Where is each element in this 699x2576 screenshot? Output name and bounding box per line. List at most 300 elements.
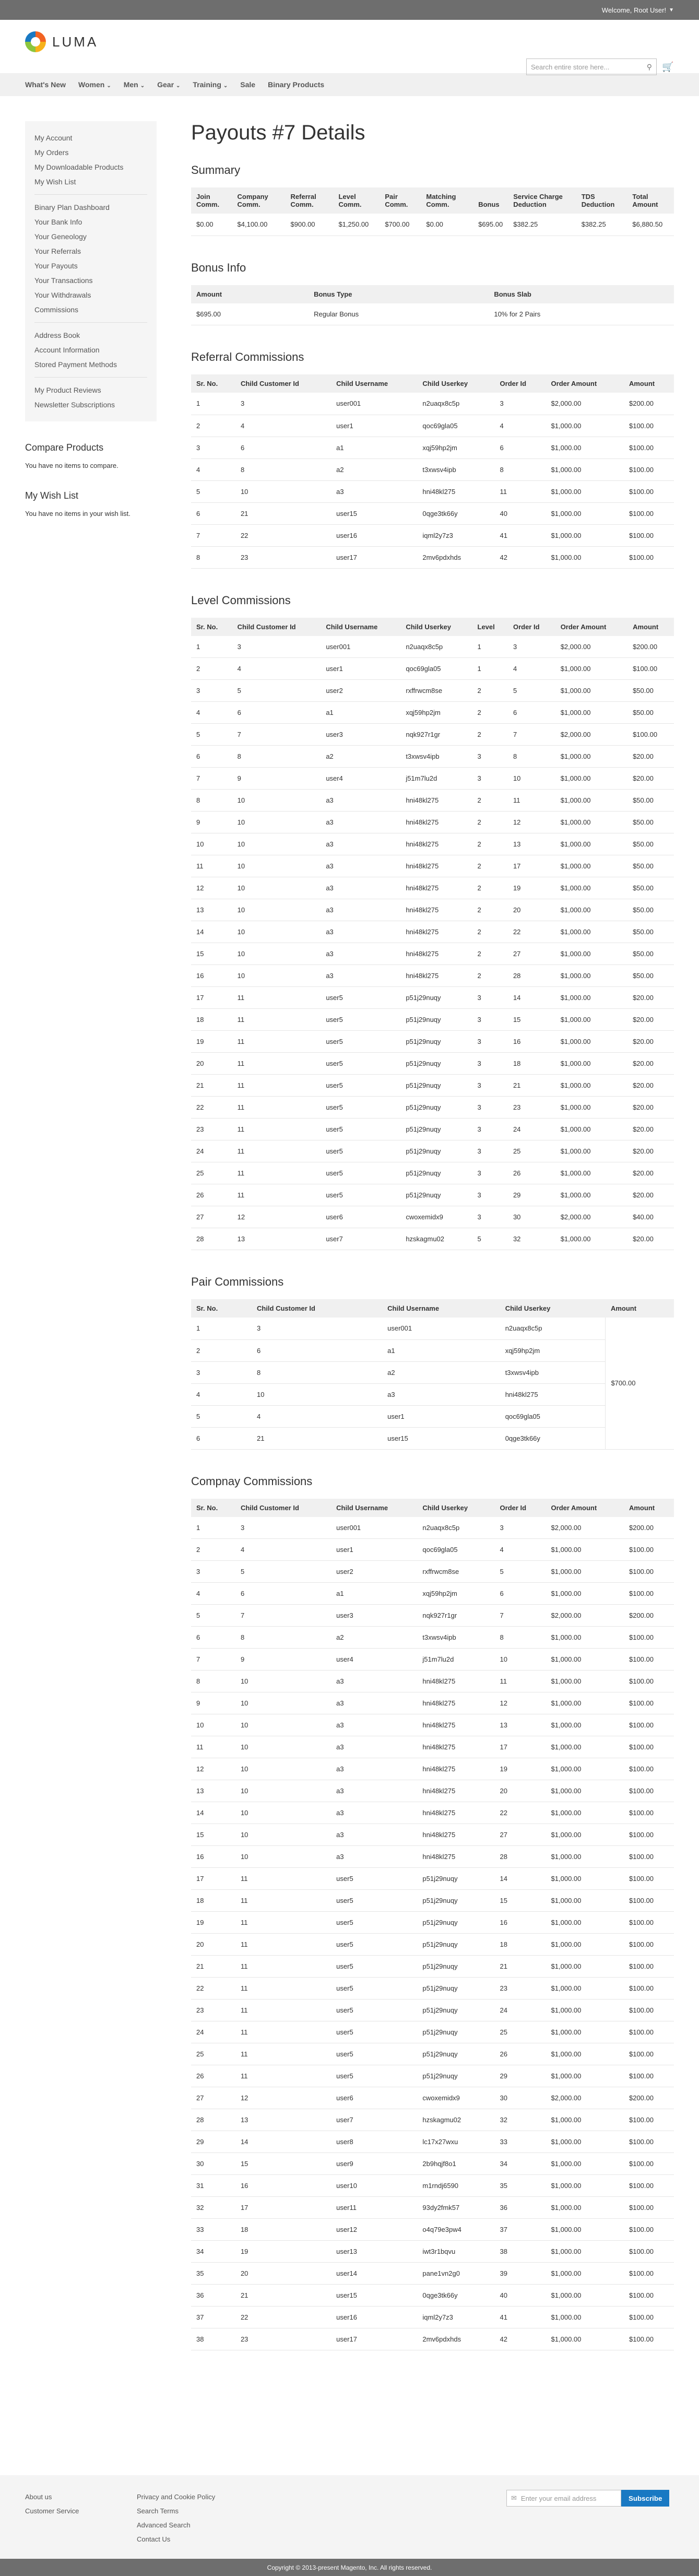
table-cell: 6 <box>495 437 546 458</box>
table-cell: p51j29nuqy <box>400 1119 472 1140</box>
table-row <box>191 415 674 437</box>
table-cell: hni48kl275 <box>400 899 472 921</box>
table-cell: iwt3r1bqvu <box>417 2241 494 2263</box>
table-cell: Regular Bonus <box>309 303 489 325</box>
nav-separator <box>34 377 147 378</box>
table-cell: 41 <box>495 2307 546 2328</box>
table-cell: 7 <box>232 724 321 746</box>
account-nav-item[interactable]: Stored Payment Methods <box>34 360 117 369</box>
table-cell: 11 <box>232 987 321 1009</box>
column-header: Child Customer Id <box>252 1299 382 1318</box>
table-cell: 24 <box>495 1999 546 2021</box>
table-row <box>191 2197 674 2219</box>
table-cell: hni48kl275 <box>417 1780 494 1802</box>
account-nav-item[interactable]: Newsletter Subscriptions <box>34 401 115 409</box>
footer-link[interactable]: Advanced Search <box>137 2521 191 2529</box>
table-cell: 32 <box>495 2109 546 2131</box>
table-cell: 23 <box>495 1978 546 1999</box>
bonus-section <box>191 261 674 326</box>
table-cell: 1 <box>472 658 508 680</box>
table-cell: j51m7lu2d <box>400 768 472 790</box>
table-cell: $20.00 <box>627 1009 674 1031</box>
table-cell: iqml2y7z3 <box>417 2307 494 2328</box>
table-row <box>191 943 674 965</box>
table-cell: p51j29nuqy <box>400 1184 472 1206</box>
table-cell: 10 <box>232 965 321 987</box>
table-cell: a1 <box>321 702 400 724</box>
table-cell: 13 <box>232 1228 321 1250</box>
table-cell: 13 <box>191 899 232 921</box>
table-cell: $1,000.00 <box>546 2175 624 2197</box>
table-row <box>191 921 674 943</box>
column-header: Bonus Type <box>309 285 489 303</box>
table-cell: 9 <box>191 811 232 833</box>
table-cell: $100.00 <box>624 1780 674 1802</box>
table-cell: user5 <box>321 1140 400 1162</box>
table-cell: 35 <box>495 2175 546 2197</box>
column-header: Child Username <box>382 1299 500 1318</box>
table-cell: $100.00 <box>624 1561 674 1583</box>
nav-item[interactable] <box>240 80 255 89</box>
footer-link[interactable]: Privacy and Cookie Policy <box>137 2493 216 2501</box>
table-cell: user12 <box>331 2219 417 2241</box>
table-cell: user5 <box>321 1184 400 1206</box>
table-cell: a3 <box>321 790 400 811</box>
table-cell: hni48kl275 <box>500 1383 606 1405</box>
account-nav-item[interactable]: Your Bank Info <box>34 218 82 226</box>
table-cell: 3 <box>191 1361 252 1383</box>
table-cell: 13 <box>191 1780 235 1802</box>
footer-col-2 <box>137 2490 215 2546</box>
welcome-text[interactable]: Welcome, Root User! <box>601 6 667 14</box>
table-cell: user5 <box>321 1031 400 1053</box>
table-cell: a2 <box>382 1361 500 1383</box>
account-nav-item[interactable]: My Product Reviews <box>34 386 101 394</box>
table-cell: $100.00 <box>624 2241 674 2263</box>
table-row <box>191 1649 674 1671</box>
nav-item[interactable] <box>124 80 145 89</box>
table-cell: $100.00 <box>624 2219 674 2241</box>
account-nav-item[interactable]: My Downloadable Products <box>34 163 124 171</box>
nav-item-label: Binary Products <box>268 80 325 89</box>
table-cell: $20.00 <box>627 768 674 790</box>
column-header: Child Userkey <box>417 374 494 393</box>
table-cell: 23 <box>191 1999 235 2021</box>
table-cell: 32 <box>508 1228 555 1250</box>
table-cell: 15 <box>508 1009 555 1031</box>
table-cell: 20 <box>508 899 555 921</box>
table-cell: 5 <box>508 680 555 702</box>
table-cell: t3xwsv4ipb <box>400 746 472 768</box>
account-nav-item[interactable]: Account Information <box>34 346 100 354</box>
table-cell: 27 <box>508 943 555 965</box>
table-cell: 12 <box>191 877 232 899</box>
table-cell: 8 <box>252 1361 382 1383</box>
table-cell: rxffrwcm8se <box>400 680 472 702</box>
account-nav-item[interactable]: My Orders <box>34 148 69 157</box>
table-cell: 5 <box>235 1561 331 1583</box>
newsletter-email-field[interactable] <box>506 2490 621 2507</box>
nav-item[interactable] <box>268 80 324 89</box>
table-cell: nqk927r1gr <box>400 724 472 746</box>
table-cell: 16 <box>495 1912 546 1934</box>
company-title: Compnay Commissions <box>191 1474 313 1488</box>
table-cell: $900.00 <box>286 214 334 236</box>
account-nav-item[interactable]: My Wish List <box>34 178 76 186</box>
column-header: Matching Comm. <box>421 187 473 214</box>
table-cell: p51j29nuqy <box>417 2043 494 2065</box>
table-cell: 10 <box>235 1758 331 1780</box>
table-cell: 11 <box>191 1736 235 1758</box>
table-cell: $2,000.00 <box>555 1206 627 1228</box>
table-cell: 21 <box>235 502 331 524</box>
footer-link[interactable]: Customer Service <box>25 2507 79 2515</box>
table-cell: $20.00 <box>627 1053 674 1075</box>
table-row <box>191 768 674 790</box>
table-cell: $1,000.00 <box>546 1714 624 1736</box>
table-cell: $2,000.00 <box>555 724 627 746</box>
table-cell: p51j29nuqy <box>400 1097 472 1119</box>
table-cell: 36 <box>495 2197 546 2219</box>
chevron-down-icon[interactable]: ▼ <box>669 7 674 13</box>
table-cell: 6 <box>252 1339 382 1361</box>
logo[interactable] <box>25 31 98 52</box>
table-cell: p51j29nuqy <box>417 1956 494 1978</box>
table-cell: $100.00 <box>624 1956 674 1978</box>
table-cell: $1,000.00 <box>546 1802 624 1824</box>
table-cell: 3 <box>472 1206 508 1228</box>
table-row <box>191 1824 674 1846</box>
table-cell: 11 <box>232 1053 321 1075</box>
column-header: Order Amount <box>555 618 627 636</box>
table-row <box>191 1692 674 1714</box>
table-cell: 11 <box>235 1912 331 1934</box>
table-cell: 32 <box>191 2197 235 2219</box>
table-cell: $1,000.00 <box>555 768 627 790</box>
table-cell: $2,000.00 <box>555 636 627 658</box>
table-cell: $4,100.00 <box>232 214 286 236</box>
footer-link[interactable]: About us <box>25 2493 52 2501</box>
table-cell: $1,000.00 <box>555 1053 627 1075</box>
table-cell: 4 <box>235 415 331 437</box>
account-nav-item[interactable]: Your Transactions <box>34 276 93 285</box>
table-row <box>191 1318 674 1339</box>
table-cell: user5 <box>321 987 400 1009</box>
table-cell: a3 <box>331 1780 417 1802</box>
table-cell: xqj59hp2jm <box>417 437 494 458</box>
column-header: Pair Comm. <box>380 187 421 214</box>
table-cell: 9 <box>232 768 321 790</box>
table-cell: $1,000.00 <box>546 1824 624 1846</box>
table-cell: user17 <box>331 546 417 568</box>
cart-icon[interactable]: 🛒 <box>662 62 674 72</box>
account-nav-item[interactable]: Your Payouts <box>34 262 78 270</box>
table-cell: 20 <box>191 1934 235 1956</box>
table-cell: 16 <box>191 965 232 987</box>
table-cell: $382.25 <box>576 214 627 236</box>
table-cell: 28 <box>495 1846 546 1868</box>
table-cell: 10 <box>232 833 321 855</box>
table-header-row <box>191 374 674 393</box>
table-row <box>191 1031 674 1053</box>
table-cell: 24 <box>191 1140 232 1162</box>
nav-item[interactable] <box>78 80 111 89</box>
table-cell: p51j29nuqy <box>417 2065 494 2087</box>
table-cell: 17 <box>191 1868 235 1890</box>
table-cell: $695.00 <box>473 214 508 236</box>
account-nav-item[interactable]: Binary Plan Dashboard <box>34 203 110 211</box>
table-cell: 14 <box>495 1868 546 1890</box>
table-cell: t3xwsv4ipb <box>417 1627 494 1649</box>
sidebar <box>25 121 171 2375</box>
table-cell: 3 <box>508 636 555 658</box>
column-header: Referral Comm. <box>286 187 334 214</box>
table-cell: $382.25 <box>508 214 576 236</box>
table-cell: $1,000.00 <box>546 1539 624 1561</box>
table-cell: 30 <box>495 2087 546 2109</box>
table-cell: $1,000.00 <box>555 746 627 768</box>
table-cell: 21 <box>495 1956 546 1978</box>
table-cell: a1 <box>382 1339 500 1361</box>
table-cell: $1,000.00 <box>546 546 624 568</box>
table-cell: user5 <box>331 1978 417 1999</box>
table-cell: 3 <box>235 393 331 415</box>
table-cell: 3 <box>472 1031 508 1053</box>
table-row <box>191 855 674 877</box>
table-row <box>191 2109 674 2131</box>
table-cell: 22 <box>508 921 555 943</box>
table-cell: $1,000.00 <box>546 2328 624 2350</box>
nav-item[interactable] <box>157 80 180 89</box>
table-row <box>191 1605 674 1627</box>
nav-item[interactable] <box>193 80 228 89</box>
table-cell: $1,000.00 <box>546 1912 624 1934</box>
table-cell: 3 <box>252 1318 382 1339</box>
table-cell: $1,000.00 <box>555 790 627 811</box>
table-cell: user5 <box>331 2021 417 2043</box>
table-cell: $1,000.00 <box>546 502 624 524</box>
table-cell: user5 <box>321 1075 400 1097</box>
nav-item-label: What's New <box>25 80 66 89</box>
table-cell: $100.00 <box>624 502 674 524</box>
account-nav-item[interactable]: Your Withdrawals <box>34 291 91 299</box>
table-cell: 8 <box>495 1627 546 1649</box>
table-cell: 38 <box>191 2328 235 2350</box>
compare-block <box>25 442 171 469</box>
table-cell: $50.00 <box>627 790 674 811</box>
table-cell: $200.00 <box>624 393 674 415</box>
table-cell: 11 <box>191 855 232 877</box>
table-cell: 3 <box>472 1053 508 1075</box>
table-cell: 10 <box>232 855 321 877</box>
account-nav <box>25 121 157 421</box>
search-icon[interactable]: ⚲ <box>646 62 652 71</box>
table-cell: $1,000.00 <box>546 2241 624 2263</box>
table-cell: 11 <box>235 1890 331 1912</box>
footer-link[interactable]: Contact Us <box>137 2535 171 2543</box>
account-nav-item[interactable]: Commissions <box>34 305 79 314</box>
table-cell: 16 <box>508 1031 555 1053</box>
table-cell: hni48kl275 <box>417 1736 494 1758</box>
account-nav-item[interactable]: My Account <box>34 134 73 142</box>
table-cell: $6,880.50 <box>627 214 674 236</box>
table-cell: $100.00 <box>624 1671 674 1692</box>
table-cell: 11 <box>232 1075 321 1097</box>
column-header: Order Id <box>495 374 546 393</box>
search-input[interactable] <box>526 58 657 75</box>
table-cell: $50.00 <box>627 921 674 943</box>
referral-title: Referral Commissions <box>191 350 304 363</box>
column-header: Child Customer Id <box>235 374 331 393</box>
chevron-down-icon: ⌄ <box>140 83 145 89</box>
pair-section <box>191 1275 674 1450</box>
table-cell: $100.00 <box>624 2263 674 2285</box>
table-cell: 2mv6pdxhds <box>417 546 494 568</box>
table-header-row <box>191 1299 674 1318</box>
footer-link[interactable]: Search Terms <box>137 2507 179 2515</box>
pair-amount-cell: $700.00 <box>606 1318 674 1449</box>
chevron-down-icon: ⌄ <box>106 83 111 89</box>
table-cell: 10 <box>232 811 321 833</box>
table-cell: hni48kl275 <box>417 480 494 502</box>
account-nav-item[interactable]: Your Referrals <box>34 247 81 255</box>
table-cell: 5 <box>495 1561 546 1583</box>
table-cell: $1,000.00 <box>546 2263 624 2285</box>
table-cell: 5 <box>232 680 321 702</box>
table-cell: p51j29nuqy <box>417 1978 494 1999</box>
account-nav-item[interactable]: Address Book <box>34 331 80 339</box>
table-cell: $50.00 <box>627 855 674 877</box>
table-cell: 42 <box>495 2328 546 2350</box>
table-cell: 24 <box>191 2021 235 2043</box>
table-cell: 10 <box>252 1383 382 1405</box>
table-cell: a2 <box>331 1627 417 1649</box>
table-cell: 6 <box>235 437 331 458</box>
table-cell: $100.00 <box>624 546 674 568</box>
table-cell: $1,000.00 <box>555 965 627 987</box>
column-header: Amount <box>606 1299 674 1318</box>
search-placeholder: Search entire store here... <box>531 63 610 71</box>
table-cell: $100.00 <box>624 1714 674 1736</box>
table-cell: 22 <box>495 1802 546 1824</box>
table-cell: 1 <box>191 1318 252 1339</box>
column-header: Order Id <box>508 618 555 636</box>
table-cell: a1 <box>331 1583 417 1605</box>
table-cell: 22 <box>191 1097 232 1119</box>
table-row <box>191 1383 674 1405</box>
table-row <box>191 214 674 236</box>
table-cell: 11 <box>232 1162 321 1184</box>
table-cell: 22 <box>191 1978 235 1999</box>
table-cell: a3 <box>321 877 400 899</box>
table-row <box>191 2065 674 2087</box>
table-cell: 2 <box>472 724 508 746</box>
table-cell: $200.00 <box>624 1517 674 1539</box>
chevron-down-icon: ⌄ <box>223 83 228 89</box>
column-header: Amount <box>624 374 674 393</box>
table-cell: 17 <box>191 987 232 1009</box>
table-row <box>191 502 674 524</box>
table-cell: $1,000.00 <box>555 1162 627 1184</box>
table-cell: a3 <box>331 1714 417 1736</box>
column-header: Order Amount <box>546 1499 624 1517</box>
table-cell: a3 <box>321 899 400 921</box>
table-cell: $1,000.00 <box>546 1868 624 1890</box>
table-cell: 41 <box>495 524 546 546</box>
table-cell: hni48kl275 <box>400 811 472 833</box>
table-cell: 28 <box>191 2109 235 2131</box>
table-cell: 1 <box>191 636 232 658</box>
table-row <box>191 1780 674 1802</box>
table-cell: 26 <box>191 2065 235 2087</box>
table-cell: hni48kl275 <box>417 1802 494 1824</box>
table-row <box>191 702 674 724</box>
subscribe-button[interactable]: Subscribe <box>621 2490 669 2507</box>
table-header-row <box>191 285 674 303</box>
table-cell: 10 <box>232 877 321 899</box>
table-cell: 40 <box>495 2285 546 2307</box>
table-cell: 8 <box>235 458 331 480</box>
table-cell: 8 <box>191 546 235 568</box>
logo-text: LUMA <box>52 33 99 50</box>
table-cell: 30 <box>508 1206 555 1228</box>
bonus-title: Bonus Info <box>191 261 246 274</box>
summary-title: Summary <box>191 163 241 177</box>
table-cell: user5 <box>321 1097 400 1119</box>
table-row <box>191 899 674 921</box>
table-cell: $1,000.00 <box>546 415 624 437</box>
table-row <box>191 1999 674 2021</box>
table-cell: 4 <box>191 1383 252 1405</box>
table-cell: 3 <box>495 1517 546 1539</box>
table-cell: hni48kl275 <box>417 1714 494 1736</box>
table-cell: $1,000.00 <box>555 921 627 943</box>
table-cell: a3 <box>321 855 400 877</box>
table-cell: $100.00 <box>627 724 674 746</box>
account-nav-item[interactable]: Your Geneology <box>34 232 87 241</box>
table-cell: 1 <box>191 393 235 415</box>
table-cell: 42 <box>495 546 546 568</box>
table-cell: $1,000.00 <box>555 1184 627 1206</box>
table-row <box>191 2153 674 2175</box>
table-cell: $100.00 <box>624 1802 674 1824</box>
referral-table <box>191 374 674 569</box>
column-header: Order Id <box>495 1499 546 1517</box>
table-cell: 18 <box>495 1934 546 1956</box>
table-cell: 2 <box>191 658 232 680</box>
table-cell: 5 <box>191 724 232 746</box>
table-cell: 3 <box>472 768 508 790</box>
table-cell: 7 <box>191 768 232 790</box>
table-cell: 26 <box>495 2043 546 2065</box>
table-cell: 7 <box>495 1605 546 1627</box>
table-cell: user5 <box>331 2043 417 2065</box>
table-cell: user5 <box>331 1868 417 1890</box>
table-cell: user5 <box>331 1999 417 2021</box>
table-cell: $1,000.00 <box>546 1846 624 1868</box>
table-cell: user15 <box>382 1427 500 1449</box>
nav-item[interactable] <box>25 80 66 89</box>
table-cell: $200.00 <box>627 636 674 658</box>
table-cell: 3 <box>191 1561 235 1583</box>
table-cell: a3 <box>331 1846 417 1868</box>
table-cell: $2,000.00 <box>546 393 624 415</box>
table-cell: 10 <box>235 1714 331 1736</box>
table-row <box>191 1934 674 1956</box>
table-cell: $100.00 <box>624 458 674 480</box>
table-cell: 2 <box>472 790 508 811</box>
column-header: Amount <box>624 1499 674 1517</box>
